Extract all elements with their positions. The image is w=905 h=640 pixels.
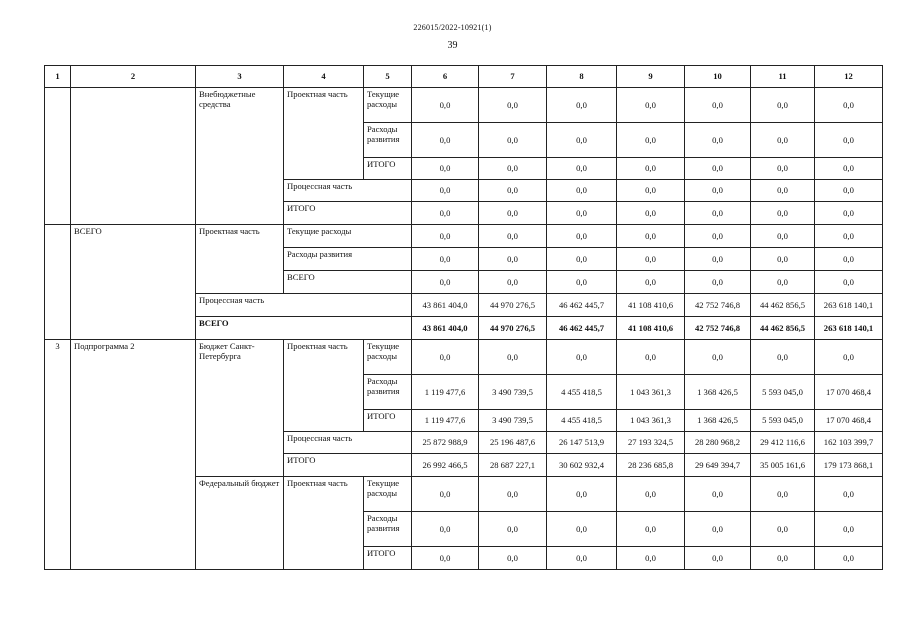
column-header-row <box>45 66 883 88</box>
value-cell: 0,0 <box>685 547 751 570</box>
value-cell: 0,0 <box>547 180 617 202</box>
value-cell: 42 752 746,8 <box>685 294 751 317</box>
row-number: 3 <box>45 340 71 570</box>
value-cell: 0,0 <box>617 477 685 512</box>
value-cell: 0,0 <box>815 88 883 123</box>
subtotal-label: ИТОГО <box>284 454 412 477</box>
value-cell: 263 618 140,1 <box>815 294 883 317</box>
value-cell: 0,0 <box>617 158 685 180</box>
value-cell: 0,0 <box>751 340 815 375</box>
value-cell: 0,0 <box>547 123 617 158</box>
value-cell: 28 280 968,2 <box>685 432 751 454</box>
value-cell: 0,0 <box>412 477 479 512</box>
expense-type-label: Расходы развития <box>284 248 412 271</box>
value-cell: 3 490 739,5 <box>479 410 547 432</box>
value-cell: 0,0 <box>412 88 479 123</box>
value-cell: 0,0 <box>479 88 547 123</box>
value-cell: 5 593 045,0 <box>751 375 815 410</box>
value-cell: 0,0 <box>617 225 685 248</box>
value-cell: 0,0 <box>412 340 479 375</box>
value-cell: 0,0 <box>685 512 751 547</box>
table-row <box>45 340 883 375</box>
value-cell: 0,0 <box>412 547 479 570</box>
page-number: 39 <box>447 40 458 51</box>
empty-cell <box>45 88 71 225</box>
value-cell: 0,0 <box>685 180 751 202</box>
value-cell: 3 490 739,5 <box>479 375 547 410</box>
value-cell: 29 649 394,7 <box>685 454 751 477</box>
col-header: 7 <box>479 66 547 88</box>
value-cell: 0,0 <box>547 477 617 512</box>
expense-type-label: Текущие расходы <box>364 477 412 512</box>
value-cell: 4 455 418,5 <box>547 410 617 432</box>
value-cell: 0,0 <box>815 158 883 180</box>
value-cell: 35 005 161,6 <box>751 454 815 477</box>
part-label: Процессная часть <box>196 294 412 317</box>
value-cell: 0,0 <box>751 248 815 271</box>
value-cell: 1 043 361,3 <box>617 410 685 432</box>
value-cell: 0,0 <box>479 547 547 570</box>
value-cell: 0,0 <box>412 158 479 180</box>
value-cell: 0,0 <box>685 248 751 271</box>
value-cell: 1 043 361,3 <box>617 375 685 410</box>
value-cell: 0,0 <box>479 202 547 225</box>
value-cell: 0,0 <box>751 88 815 123</box>
subtotal-label: ИТОГО <box>284 202 412 225</box>
expense-type-label: Расходы развития <box>364 512 412 547</box>
col-header: 8 <box>547 66 617 88</box>
value-cell: 0,0 <box>479 180 547 202</box>
value-cell: 0,0 <box>685 158 751 180</box>
expense-type-label: Текущие расходы <box>364 88 412 123</box>
value-cell: 41 108 410,6 <box>617 294 685 317</box>
col-header: 3 <box>196 66 284 88</box>
part-label: Проектная часть <box>196 225 284 294</box>
value-cell: 0,0 <box>412 271 479 294</box>
value-cell: 1 119 477,6 <box>412 410 479 432</box>
value-cell: 0,0 <box>815 123 883 158</box>
document-id: 226015/2022-10921(1) <box>413 23 492 32</box>
part-label: Процессная часть <box>284 180 412 202</box>
empty-cell <box>45 225 71 340</box>
value-cell: 25 196 487,6 <box>479 432 547 454</box>
value-cell: 0,0 <box>751 158 815 180</box>
value-cell: 0,0 <box>547 340 617 375</box>
value-cell: 1 368 426,5 <box>685 375 751 410</box>
value-cell: 17 070 468,4 <box>815 375 883 410</box>
value-cell: 0,0 <box>479 158 547 180</box>
empty-cell <box>71 88 196 225</box>
value-cell: 0,0 <box>751 180 815 202</box>
value-cell: 0,0 <box>479 225 547 248</box>
value-cell: 162 103 399,7 <box>815 432 883 454</box>
value-cell: 0,0 <box>547 248 617 271</box>
value-cell: 0,0 <box>685 225 751 248</box>
value-cell: 0,0 <box>547 512 617 547</box>
value-cell: 0,0 <box>479 248 547 271</box>
value-cell: 25 872 988,9 <box>412 432 479 454</box>
expense-type-label: Расходы развития <box>364 375 412 410</box>
part-label: Проектная часть <box>284 477 364 570</box>
value-cell: 28 687 227,1 <box>479 454 547 477</box>
value-cell: 0,0 <box>412 180 479 202</box>
value-cell: 44 462 856,5 <box>751 317 815 340</box>
value-cell: 0,0 <box>751 202 815 225</box>
total-label: ВСЕГО <box>71 225 196 340</box>
value-cell: 46 462 445,7 <box>547 294 617 317</box>
value-cell: 0,0 <box>617 248 685 271</box>
value-cell: 0,0 <box>685 202 751 225</box>
value-cell: 28 236 685,8 <box>617 454 685 477</box>
value-cell: 0,0 <box>547 547 617 570</box>
value-cell: 0,0 <box>617 88 685 123</box>
subtotal-label: ИТОГО <box>364 410 412 432</box>
value-cell: 30 602 932,4 <box>547 454 617 477</box>
value-cell: 0,0 <box>547 88 617 123</box>
value-cell: 27 193 324,5 <box>617 432 685 454</box>
value-cell: 26 992 466,5 <box>412 454 479 477</box>
value-cell: 0,0 <box>815 180 883 202</box>
value-cell: 0,0 <box>815 547 883 570</box>
col-header: 2 <box>71 66 196 88</box>
value-cell: 0,0 <box>751 225 815 248</box>
value-cell: 0,0 <box>617 123 685 158</box>
value-cell: 0,0 <box>815 271 883 294</box>
value-cell: 0,0 <box>412 123 479 158</box>
value-cell: 0,0 <box>815 477 883 512</box>
value-cell: 0,0 <box>479 512 547 547</box>
value-cell: 0,0 <box>412 248 479 271</box>
value-cell: 0,0 <box>617 202 685 225</box>
source-label: Бюджет Санкт-Петербурга <box>196 340 284 477</box>
expense-type-label: Текущие расходы <box>284 225 412 248</box>
total-label: ВСЕГО <box>284 271 412 294</box>
source-label: Федеральный бюджет <box>196 477 284 570</box>
budget-table <box>44 65 883 570</box>
col-header: 12 <box>815 66 883 88</box>
part-label: Процессная часть <box>284 432 412 454</box>
value-cell: 0,0 <box>685 88 751 123</box>
value-cell: 42 752 746,8 <box>685 317 751 340</box>
part-label: Проектная часть <box>284 88 364 180</box>
value-cell: 0,0 <box>751 512 815 547</box>
value-cell: 0,0 <box>479 271 547 294</box>
value-cell: 5 593 045,0 <box>751 410 815 432</box>
value-cell: 0,0 <box>751 547 815 570</box>
value-cell: 0,0 <box>815 512 883 547</box>
value-cell: 43 861 404,0 <box>412 317 479 340</box>
value-cell: 17 070 468,4 <box>815 410 883 432</box>
value-cell: 0,0 <box>751 477 815 512</box>
source-label: Внебюджетные средства <box>196 88 284 225</box>
subtotal-label: ИТОГО <box>364 547 412 570</box>
value-cell: 43 861 404,0 <box>412 294 479 317</box>
col-header: 5 <box>364 66 412 88</box>
part-label: Проектная часть <box>284 340 364 432</box>
value-cell: 0,0 <box>685 477 751 512</box>
value-cell: 44 970 276,5 <box>479 317 547 340</box>
value-cell: 1 368 426,5 <box>685 410 751 432</box>
col-header: 1 <box>45 66 71 88</box>
value-cell: 1 119 477,6 <box>412 375 479 410</box>
value-cell: 0,0 <box>479 340 547 375</box>
total-label: ВСЕГО <box>196 317 412 340</box>
value-cell: 4 455 418,5 <box>547 375 617 410</box>
value-cell: 0,0 <box>685 340 751 375</box>
table-row <box>45 225 883 248</box>
value-cell: 0,0 <box>547 271 617 294</box>
value-cell: 29 412 116,6 <box>751 432 815 454</box>
expense-type-label: Расходы развития <box>364 123 412 158</box>
value-cell: 46 462 445,7 <box>547 317 617 340</box>
value-cell: 0,0 <box>617 180 685 202</box>
value-cell: 26 147 513,9 <box>547 432 617 454</box>
value-cell: 0,0 <box>815 225 883 248</box>
col-header: 10 <box>685 66 751 88</box>
subprogram-label: Подпрограмма 2 <box>71 340 196 570</box>
value-cell: 0,0 <box>412 225 479 248</box>
value-cell: 0,0 <box>617 340 685 375</box>
value-cell: 0,0 <box>751 271 815 294</box>
value-cell: 41 108 410,6 <box>617 317 685 340</box>
col-header: 11 <box>751 66 815 88</box>
value-cell: 0,0 <box>412 202 479 225</box>
value-cell: 44 462 856,5 <box>751 294 815 317</box>
value-cell: 0,0 <box>751 123 815 158</box>
expense-type-label: Текущие расходы <box>364 340 412 375</box>
value-cell: 0,0 <box>685 123 751 158</box>
table-row <box>45 88 883 123</box>
subtotal-label: ИТОГО <box>364 158 412 180</box>
value-cell: 0,0 <box>815 202 883 225</box>
col-header: 9 <box>617 66 685 88</box>
value-cell: 0,0 <box>547 202 617 225</box>
value-cell: 0,0 <box>815 340 883 375</box>
value-cell: 0,0 <box>815 248 883 271</box>
value-cell: 0,0 <box>479 123 547 158</box>
value-cell: 0,0 <box>479 477 547 512</box>
value-cell: 0,0 <box>412 512 479 547</box>
value-cell: 44 970 276,5 <box>479 294 547 317</box>
value-cell: 0,0 <box>617 512 685 547</box>
value-cell: 0,0 <box>547 225 617 248</box>
value-cell: 179 173 868,1 <box>815 454 883 477</box>
col-header: 6 <box>412 66 479 88</box>
value-cell: 263 618 140,1 <box>815 317 883 340</box>
value-cell: 0,0 <box>617 547 685 570</box>
value-cell: 0,0 <box>685 271 751 294</box>
col-header: 4 <box>284 66 364 88</box>
value-cell: 0,0 <box>617 271 685 294</box>
value-cell: 0,0 <box>547 158 617 180</box>
